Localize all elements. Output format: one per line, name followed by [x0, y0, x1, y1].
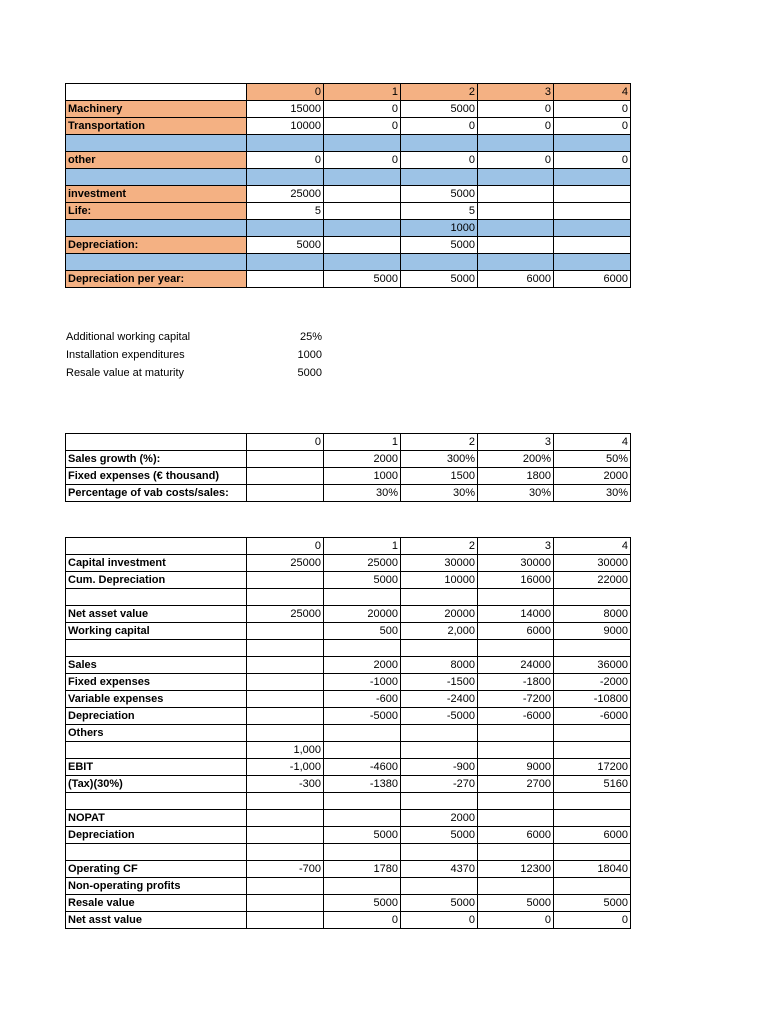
- table-row: [66, 776, 631, 793]
- value-cell: 5000: [247, 237, 324, 254]
- value-cell: -2000: [554, 674, 631, 691]
- value-cell: [478, 203, 554, 220]
- table-row: [66, 691, 631, 708]
- value-cell: [324, 169, 401, 186]
- row-label-cell: investment: [66, 186, 247, 203]
- value-cell: [324, 254, 401, 271]
- table-row: [66, 254, 631, 271]
- table-row: [66, 742, 631, 759]
- table-row: [66, 237, 631, 254]
- value-cell: [247, 912, 324, 929]
- note-label: Additional working capital: [66, 331, 191, 343]
- value-cell: 1,000: [247, 742, 324, 759]
- row-label-cell: [66, 220, 247, 237]
- value-cell: [247, 895, 324, 912]
- row-label-cell: [66, 640, 247, 657]
- value-cell: [247, 572, 324, 589]
- value-cell: [554, 186, 631, 203]
- value-cell: [478, 254, 554, 271]
- table-row: [66, 895, 631, 912]
- value-cell: [247, 810, 324, 827]
- table-row: [66, 186, 631, 203]
- value-cell: [554, 793, 631, 810]
- value-cell: [324, 237, 401, 254]
- header-label-cell: [66, 434, 247, 451]
- sales-assumptions-table: [65, 433, 631, 502]
- value-cell: [247, 725, 324, 742]
- row-label-cell: [66, 169, 247, 186]
- value-cell: -1800: [478, 674, 554, 691]
- value-cell: [247, 878, 324, 895]
- value-cell: [554, 844, 631, 861]
- value-cell: 0: [247, 152, 324, 169]
- value-cell: 8000: [554, 606, 631, 623]
- value-cell: 2000: [401, 810, 478, 827]
- value-cell: [324, 810, 401, 827]
- value-cell: -4600: [324, 759, 401, 776]
- value-cell: 9000: [554, 623, 631, 640]
- value-cell: [401, 169, 478, 186]
- value-cell: [554, 810, 631, 827]
- row-label-cell: Life:: [66, 203, 247, 220]
- table-row: [66, 118, 631, 135]
- value-cell: 17200: [554, 759, 631, 776]
- value-cell: 10000: [401, 572, 478, 589]
- value-cell: [247, 271, 324, 288]
- value-cell: -600: [324, 691, 401, 708]
- value-cell: [401, 844, 478, 861]
- table-row: [66, 271, 631, 288]
- value-cell: 2700: [478, 776, 554, 793]
- year-header-cell: 3: [478, 434, 554, 451]
- value-cell: [554, 203, 631, 220]
- value-cell: 0: [478, 912, 554, 929]
- value-cell: [324, 640, 401, 657]
- value-cell: [554, 878, 631, 895]
- cash-flow-table: [65, 537, 631, 929]
- value-cell: 0: [401, 118, 478, 135]
- value-cell: [478, 725, 554, 742]
- value-cell: [247, 135, 324, 152]
- value-cell: [478, 810, 554, 827]
- value-cell: [478, 169, 554, 186]
- value-cell: -900: [401, 759, 478, 776]
- value-cell: 25000: [324, 555, 401, 572]
- table-row: [66, 572, 631, 589]
- value-cell: [554, 725, 631, 742]
- header-label-cell: [66, 538, 247, 555]
- value-cell: [247, 468, 324, 485]
- table-row: [66, 451, 631, 468]
- value-cell: [247, 844, 324, 861]
- value-cell: 0: [554, 118, 631, 135]
- value-cell: [247, 254, 324, 271]
- value-cell: 25000: [247, 606, 324, 623]
- value-cell: 6000: [478, 271, 554, 288]
- table-row: [66, 169, 631, 186]
- value-cell: [324, 725, 401, 742]
- value-cell: 5: [401, 203, 478, 220]
- value-cell: 6000: [554, 827, 631, 844]
- value-cell: 6000: [478, 827, 554, 844]
- row-label-cell: [66, 742, 247, 759]
- value-cell: [324, 844, 401, 861]
- value-cell: [247, 169, 324, 186]
- row-label-cell: [66, 793, 247, 810]
- row-label-cell: [66, 844, 247, 861]
- value-cell: 0: [554, 152, 631, 169]
- value-cell: 300%: [401, 451, 478, 468]
- value-cell: -5000: [324, 708, 401, 725]
- year-header-cell: 1: [324, 84, 401, 101]
- row-label-cell: EBIT: [66, 759, 247, 776]
- header-row: [66, 84, 631, 101]
- value-cell: [554, 237, 631, 254]
- value-cell: 0: [324, 118, 401, 135]
- value-cell: [478, 135, 554, 152]
- value-cell: 16000: [478, 572, 554, 589]
- value-cell: 14000: [478, 606, 554, 623]
- table-row: [66, 793, 631, 810]
- value-cell: 2000: [554, 468, 631, 485]
- value-cell: -2400: [401, 691, 478, 708]
- value-cell: 20000: [324, 606, 401, 623]
- value-cell: [247, 485, 324, 502]
- value-cell: -1500: [401, 674, 478, 691]
- value-cell: 0: [324, 101, 401, 118]
- value-cell: 0: [478, 152, 554, 169]
- value-cell: 200%: [478, 451, 554, 468]
- year-header-cell: 0: [247, 434, 324, 451]
- value-cell: -1380: [324, 776, 401, 793]
- value-cell: 50%: [554, 451, 631, 468]
- value-cell: 30%: [324, 485, 401, 502]
- table-row: [66, 844, 631, 861]
- year-header-cell: 2: [401, 538, 478, 555]
- row-label-cell: Net asst value: [66, 912, 247, 929]
- value-cell: 30%: [554, 485, 631, 502]
- value-cell: 6000: [478, 623, 554, 640]
- value-cell: 0: [324, 912, 401, 929]
- value-cell: 5000: [401, 271, 478, 288]
- row-label-cell: Net asset value: [66, 606, 247, 623]
- row-label-cell: Sales growth (%):: [66, 451, 247, 468]
- value-cell: [401, 793, 478, 810]
- value-cell: 5000: [401, 101, 478, 118]
- note-value: 25%: [299, 331, 322, 343]
- value-cell: [478, 878, 554, 895]
- table-row: [66, 912, 631, 929]
- value-cell: 5000: [401, 186, 478, 203]
- note-value: 5000: [297, 367, 322, 379]
- table-row: [66, 485, 631, 502]
- value-cell: [247, 691, 324, 708]
- value-cell: [324, 878, 401, 895]
- row-label-cell: Sales: [66, 657, 247, 674]
- value-cell: 22000: [554, 572, 631, 589]
- asset-investment-table: [65, 83, 631, 288]
- value-cell: 10000: [247, 118, 324, 135]
- row-label-cell: Machinery: [66, 101, 247, 118]
- value-cell: [247, 708, 324, 725]
- table-row: [66, 135, 631, 152]
- year-header-cell: 0: [247, 538, 324, 555]
- table-row: [66, 220, 631, 237]
- year-header-cell: 3: [478, 84, 554, 101]
- table-row: [66, 708, 631, 725]
- row-label-cell: Depreciation:: [66, 237, 247, 254]
- value-cell: 15000: [247, 101, 324, 118]
- row-label-cell: Others: [66, 725, 247, 742]
- value-cell: 5000: [401, 895, 478, 912]
- value-cell: [401, 742, 478, 759]
- table-row: [66, 725, 631, 742]
- note-row: [66, 328, 322, 346]
- row-label-cell: other: [66, 152, 247, 169]
- row-label-cell: Cum. Depreciation: [66, 572, 247, 589]
- value-cell: [324, 742, 401, 759]
- value-cell: [478, 640, 554, 657]
- value-cell: -6000: [554, 708, 631, 725]
- value-cell: 0: [324, 152, 401, 169]
- table-row: [66, 674, 631, 691]
- header-row: [66, 538, 631, 555]
- value-cell: 5000: [401, 827, 478, 844]
- table-row: [66, 101, 631, 118]
- table-row: [66, 623, 631, 640]
- value-cell: -6000: [478, 708, 554, 725]
- value-cell: 6000: [554, 271, 631, 288]
- value-cell: 30000: [554, 555, 631, 572]
- value-cell: [324, 203, 401, 220]
- row-label-cell: [66, 135, 247, 152]
- value-cell: 25000: [247, 555, 324, 572]
- value-cell: [401, 135, 478, 152]
- table-row: [66, 152, 631, 169]
- value-cell: [247, 657, 324, 674]
- value-cell: [478, 742, 554, 759]
- value-cell: [324, 793, 401, 810]
- assumptions-notes: [66, 328, 322, 382]
- value-cell: [324, 186, 401, 203]
- value-cell: 1780: [324, 861, 401, 878]
- table-row: [66, 589, 631, 606]
- table-row: [66, 657, 631, 674]
- row-label-cell: Variable expenses: [66, 691, 247, 708]
- value-cell: [324, 220, 401, 237]
- value-cell: [401, 725, 478, 742]
- value-cell: 5000: [324, 827, 401, 844]
- value-cell: -300: [247, 776, 324, 793]
- value-cell: [401, 589, 478, 606]
- note-label: Installation expenditures: [66, 349, 185, 361]
- year-header-cell: 4: [554, 434, 631, 451]
- table-row: [66, 640, 631, 657]
- header-label-cell: [66, 84, 247, 101]
- value-cell: 2000: [324, 451, 401, 468]
- value-cell: 1000: [324, 468, 401, 485]
- value-cell: 500: [324, 623, 401, 640]
- value-cell: [554, 589, 631, 606]
- value-cell: 12300: [478, 861, 554, 878]
- value-cell: 0: [554, 101, 631, 118]
- year-header-cell: 4: [554, 84, 631, 101]
- year-header-cell: 2: [401, 84, 478, 101]
- table-row: [66, 555, 631, 572]
- value-cell: [554, 169, 631, 186]
- value-cell: 30000: [478, 555, 554, 572]
- value-cell: 30%: [478, 485, 554, 502]
- value-cell: 5000: [478, 895, 554, 912]
- year-header-cell: 1: [324, 538, 401, 555]
- value-cell: 5000: [401, 237, 478, 254]
- value-cell: [247, 640, 324, 657]
- value-cell: 0: [478, 101, 554, 118]
- value-cell: [247, 674, 324, 691]
- table-row: [66, 810, 631, 827]
- row-label-cell: Depreciation: [66, 827, 247, 844]
- value-cell: 18040: [554, 861, 631, 878]
- row-label-cell: Working capital: [66, 623, 247, 640]
- value-cell: [554, 742, 631, 759]
- table-row: [66, 861, 631, 878]
- value-cell: [554, 135, 631, 152]
- value-cell: 24000: [478, 657, 554, 674]
- value-cell: -1000: [324, 674, 401, 691]
- row-label-cell: Operating CF: [66, 861, 247, 878]
- value-cell: [247, 793, 324, 810]
- value-cell: -270: [401, 776, 478, 793]
- row-label-cell: Transportation: [66, 118, 247, 135]
- value-cell: 30000: [401, 555, 478, 572]
- row-label-cell: [66, 254, 247, 271]
- row-label-cell: Fixed expenses (€ thousand): [66, 468, 247, 485]
- value-cell: 1800: [478, 468, 554, 485]
- value-cell: [401, 640, 478, 657]
- value-cell: 20000: [401, 606, 478, 623]
- table-row: [66, 606, 631, 623]
- value-cell: 2000: [324, 657, 401, 674]
- value-cell: 2,000: [401, 623, 478, 640]
- value-cell: 5000: [324, 572, 401, 589]
- year-header-cell: 1: [324, 434, 401, 451]
- value-cell: 0: [401, 152, 478, 169]
- value-cell: 1000: [401, 220, 478, 237]
- value-cell: 9000: [478, 759, 554, 776]
- value-cell: 5000: [554, 895, 631, 912]
- value-cell: [478, 220, 554, 237]
- note-row: [66, 346, 322, 364]
- note-row: [66, 364, 322, 382]
- value-cell: [401, 254, 478, 271]
- value-cell: [324, 135, 401, 152]
- value-cell: [324, 589, 401, 606]
- value-cell: 0: [478, 118, 554, 135]
- value-cell: -7200: [478, 691, 554, 708]
- row-label-cell: [66, 589, 247, 606]
- value-cell: [478, 237, 554, 254]
- value-cell: [478, 186, 554, 203]
- value-cell: [401, 878, 478, 895]
- row-label-cell: Non-operating profits: [66, 878, 247, 895]
- value-cell: -10800: [554, 691, 631, 708]
- row-label-cell: NOPAT: [66, 810, 247, 827]
- value-cell: 36000: [554, 657, 631, 674]
- table-row: [66, 878, 631, 895]
- value-cell: [554, 254, 631, 271]
- year-header-cell: 2: [401, 434, 478, 451]
- row-label-cell: Percentage of vab costs/sales:: [66, 485, 247, 502]
- value-cell: 25000: [247, 186, 324, 203]
- value-cell: [247, 623, 324, 640]
- year-header-cell: 3: [478, 538, 554, 555]
- value-cell: 5000: [324, 895, 401, 912]
- value-cell: 5: [247, 203, 324, 220]
- table-row: [66, 827, 631, 844]
- value-cell: 5160: [554, 776, 631, 793]
- value-cell: [247, 451, 324, 468]
- table-row: [66, 468, 631, 485]
- value-cell: 8000: [401, 657, 478, 674]
- row-label-cell: (Tax)(30%): [66, 776, 247, 793]
- value-cell: [247, 220, 324, 237]
- note-value: 1000: [297, 349, 322, 361]
- row-label-cell: Capital investment: [66, 555, 247, 572]
- header-row: [66, 434, 631, 451]
- row-label-cell: Resale value: [66, 895, 247, 912]
- value-cell: [478, 844, 554, 861]
- table-row: [66, 759, 631, 776]
- value-cell: 4370: [401, 861, 478, 878]
- value-cell: 30%: [401, 485, 478, 502]
- value-cell: 1500: [401, 468, 478, 485]
- value-cell: [554, 220, 631, 237]
- value-cell: [247, 589, 324, 606]
- value-cell: 0: [401, 912, 478, 929]
- value-cell: [478, 793, 554, 810]
- row-label-cell: Depreciation: [66, 708, 247, 725]
- note-label: Resale value at maturity: [66, 367, 184, 379]
- value-cell: [247, 827, 324, 844]
- row-label-cell: Fixed expenses: [66, 674, 247, 691]
- table-row: [66, 203, 631, 220]
- value-cell: [554, 640, 631, 657]
- year-header-cell: 4: [554, 538, 631, 555]
- value-cell: -1,000: [247, 759, 324, 776]
- value-cell: -700: [247, 861, 324, 878]
- value-cell: 5000: [324, 271, 401, 288]
- value-cell: -5000: [401, 708, 478, 725]
- row-label-cell: Depreciation per year:: [66, 271, 247, 288]
- year-header-cell: 0: [247, 84, 324, 101]
- value-cell: [478, 589, 554, 606]
- value-cell: 0: [554, 912, 631, 929]
